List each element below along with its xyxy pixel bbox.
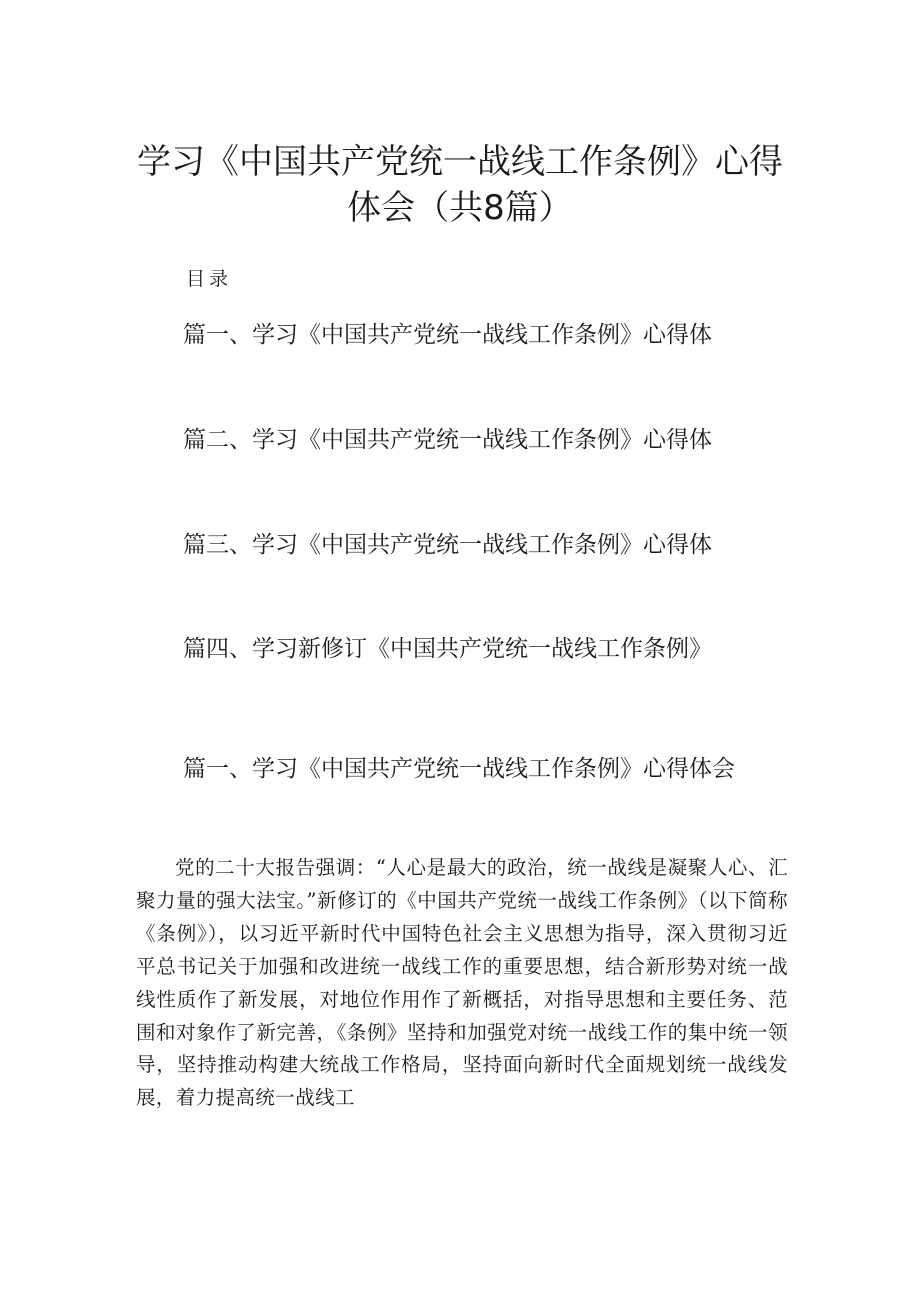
toc-item[interactable]: 篇三、学习《中国共产党统一战线工作条例》心得体 — [183, 532, 712, 558]
section-heading: 篇一、学习《中国共产党统一战线工作条例》心得体会 — [183, 756, 735, 782]
document-title-line-1: 学习《中国共产党统一战线工作条例》心得 — [137, 142, 783, 182]
toc-item[interactable]: 篇一、学习《中国共产党统一战线工作条例》心得体 — [183, 322, 712, 348]
toc-item[interactable]: 篇二、学习《中国共产党统一战线工作条例》心得体 — [183, 427, 712, 453]
document-title-line-2: 体会（共8篇） — [347, 188, 573, 228]
body-paragraph: 党的二十大报告强调：“人心是最大的政治，统一战线是凝聚人心、汇聚力量的强大法宝。”新修订的《中国共产党统一战线工作条例》（以下简称《条例》），以习近平新时代中国特色社会主义思想为指导，深入贯彻习近平总书记关于加强和改进统一战线工作的重要思想，结合新形势对统一战线性质作了新发展，对地位作用作了新概括，对指导思想和主要任务、范围和对象作了新完善，《条例》坚持和加强党对统一战线工作的集中统一领导，坚持推动构建大统战工作格局，坚持面向新时代全面规划统一战线发展，着力提高统一战线工 — [136, 856, 788, 1110]
toc-label: 目录 — [186, 268, 233, 290]
toc-item[interactable]: 篇四、学习新修订《中国共产党统一战线工作条例》 — [183, 636, 712, 662]
